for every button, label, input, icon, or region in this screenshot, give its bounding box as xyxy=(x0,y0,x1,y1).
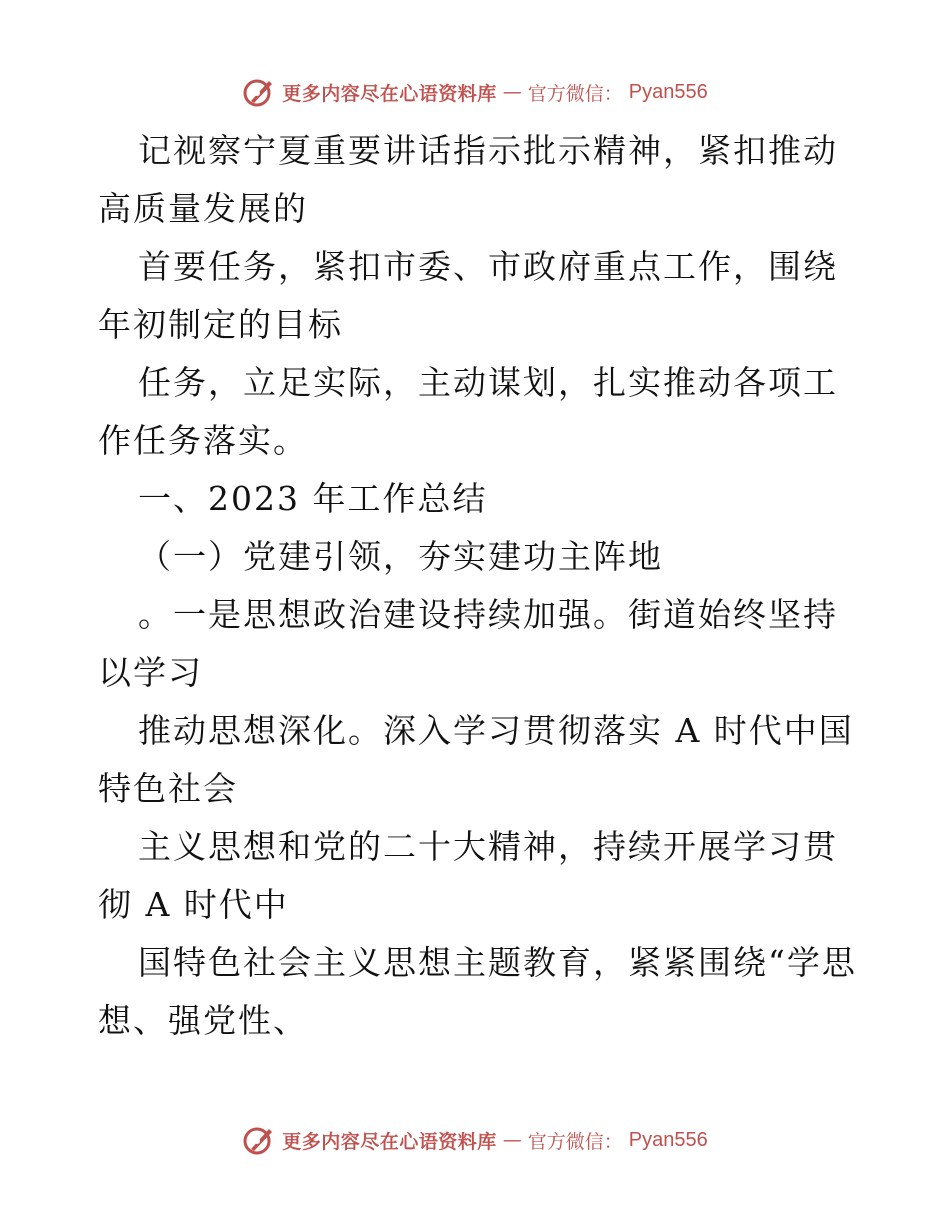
subsection-heading: （一）党建引领，夯实建功主阵地 xyxy=(138,537,663,576)
paragraph-9: 国特色社会主义思想主题教育，紧紧围绕“学思想、强党性、 xyxy=(98,943,857,1040)
header-watermark xyxy=(0,72,950,112)
footer-watermark xyxy=(0,1120,950,1160)
watermark-official-label: 官方微信： xyxy=(527,82,623,105)
paragraph-6: 。一是思想政治建设持续加强。街道始终坚持以学习 xyxy=(98,595,838,692)
paragraph-2: 首要任务，紧扣市委、市政府重点工作，围绕年初制定的目标 xyxy=(98,247,838,344)
watermark-dash: — xyxy=(502,81,522,103)
section-heading: 一、2023 年工作总结 xyxy=(138,479,488,518)
paragraph-8: 主义思想和党的二十大精神，持续开展学习贯彻 A 时代中 xyxy=(98,827,838,924)
watermark-dash: — xyxy=(502,1129,522,1151)
watermark-official-label: 官方微信： xyxy=(527,1130,623,1153)
paragraph-7: 推动思想深化。深入学习贯彻落实 A 时代中国特色社会 xyxy=(98,711,854,808)
paragraph-3: 任务，立足实际，主动谋划，扎实推动各项工作任务落实。 xyxy=(98,363,838,460)
watermark-wechat-id: Pyan556 xyxy=(628,1128,708,1151)
pen-logo-icon xyxy=(242,75,276,109)
watermark-text: 更多内容尽在心语资料库 xyxy=(282,82,497,105)
document-body xyxy=(98,122,858,1050)
paragraph-1: 记视察宁夏重要讲话指示批示精神，紧扣推动高质量发展的 xyxy=(98,131,838,228)
pen-logo-icon xyxy=(242,1123,276,1157)
watermark-wechat-id: Pyan556 xyxy=(628,80,708,103)
watermark-text: 更多内容尽在心语资料库 xyxy=(282,1130,497,1153)
